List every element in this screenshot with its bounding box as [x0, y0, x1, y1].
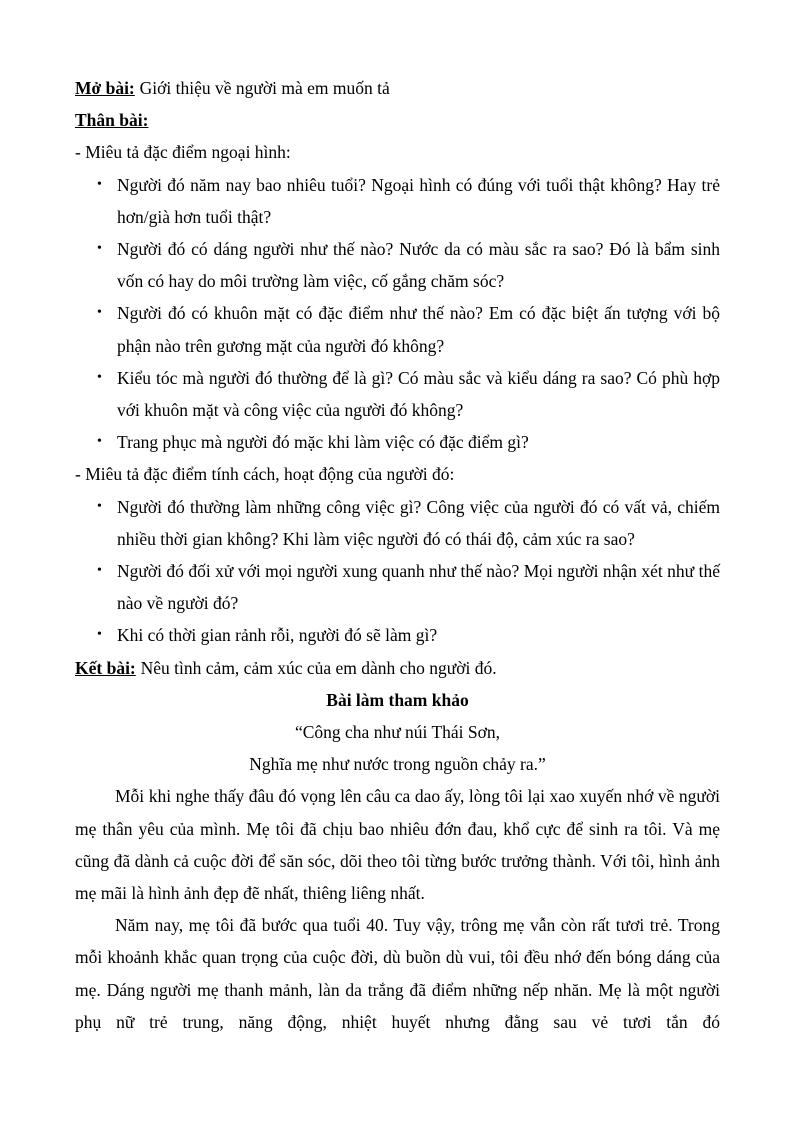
bullet-icon: •	[97, 241, 102, 257]
list-item-text: Người đó có dáng người như thế nào? Nước da có màu sắc ra sao? Đó là bẩm sinh vốn có hay do môi trường làm việc, cố gắng chăm sóc?	[117, 239, 720, 292]
list-item	[75, 233, 720, 297]
list-item	[75, 555, 720, 619]
list-item-text: Khi có thời gian rảnh rỗi, người đó sẽ làm gì?	[117, 625, 438, 646]
ket-bai-label: Kết bài:	[75, 657, 136, 678]
bullet-icon: •	[97, 305, 102, 321]
mo-bai-label: Mở bài:	[75, 78, 135, 98]
essay-heading: Bài làm tham khảo	[326, 689, 469, 710]
bullet-icon: •	[97, 369, 102, 385]
essay-paragraph: Mỗi khi nghe thấy đâu đó vọng lên câu ca dao ấy, lòng tôi lại xao xuyến nhớ về người mẹ thân yêu của mình. Mẹ tôi đã chịu bao nhiêu đớn đau, khổ cực để sinh ra tôi. Và mẹ cũng đã dành cả cuộc đời để săn sóc, dõi theo tôi từng bước trưởng thành. Với tôi, hình ảnh mẹ mãi là hình ảnh đẹp đẽ nhất, thiêng liêng nhất.	[75, 786, 720, 904]
list-item	[75, 426, 720, 458]
list-item-text: Người đó thường làm những công việc gì? Công việc của người đó có vất vả, chiếm nhiều thời gian không? Khi làm việc người đó có thái độ, cảm xúc ra sao?	[117, 496, 720, 549]
list-item	[75, 297, 720, 361]
list-item-text: Người đó đối xử với mọi người xung quanh như thế nào? Mọi người nhận xét như thế nào về người đó?	[117, 561, 720, 614]
essay-paragraph: Năm nay, mẹ tôi đã bước qua tuổi 40. Tuy vậy, trông mẹ vẫn còn rất tươi trẻ. Trong mỗi khoảnh khắc quan trọng của cuộc đời, dù buồn dù vui, tôi đều nhớ đến bóng dáng của mẹ. Dáng người mẹ thanh mảnh, làn da trắng đã điểm những nếp nhăn. Mẹ là một người phụ nữ trẻ trung, năng động, nhiệt huyết nhưng đằng sau vẻ tươi tắn đó	[75, 915, 720, 1032]
than-bai-line	[75, 104, 720, 136]
section2-heading: - Miêu tả đặc điểm tính cách, hoạt động của người đó:	[75, 464, 455, 485]
bullet-icon: •	[97, 563, 102, 579]
verse-line: “Công cha như núi Thái Sơn,	[294, 722, 501, 743]
list-item	[75, 491, 720, 555]
list-item	[75, 619, 720, 651]
ket-bai-line	[75, 652, 720, 684]
list-item-text: Người đó năm nay bao nhiêu tuổi? Ngoại hình có đúng với tuổi thật không? Hay trẻ hơn/già hơn tuổi thật?	[117, 174, 720, 227]
list-item-text: Trang phục mà người đó mặc khi làm việc có đặc điểm gì?	[117, 432, 529, 453]
mo-bai-line	[75, 72, 720, 104]
list-item	[75, 362, 720, 426]
mo-bai-text: Giới thiệu về người mà em muốn tả	[139, 78, 390, 98]
verse-line: Nghĩa mẹ như nước trong nguồn chảy ra.”	[249, 754, 546, 775]
list-item-text: Người đó có khuôn mặt có đặc điểm như thế nào? Em có đặc biệt ấn tượng với bộ phận nào trên gương mặt của người đó không?	[117, 303, 720, 356]
section1-heading: - Miêu tả đặc điểm ngoại hình:	[75, 142, 291, 163]
bullet-icon: •	[97, 498, 102, 514]
ket-bai-text: Nêu tình cảm, cảm xúc của em dành cho người đó.	[140, 657, 497, 678]
bullet-icon: •	[97, 434, 102, 450]
bullet-icon: •	[97, 176, 102, 192]
list-item	[75, 169, 720, 233]
list-item-text: Kiểu tóc mà người đó thường để là gì? Có màu sắc và kiểu dáng ra sao? Có phù hợp với khuôn mặt và công việc của người đó không?	[117, 367, 720, 421]
bullet-icon: •	[97, 627, 102, 643]
than-bai-label: Thân bài:	[75, 110, 149, 131]
